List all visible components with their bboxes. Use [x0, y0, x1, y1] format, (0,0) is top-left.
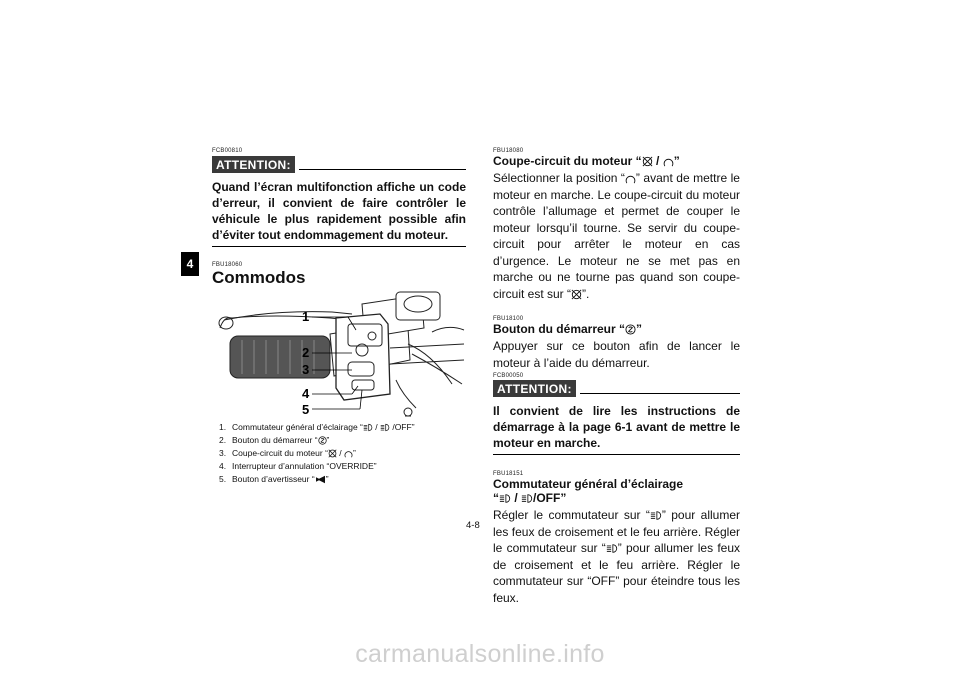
- starter-icon: [318, 436, 327, 445]
- caption-item: 2. Bouton du démarreur “ ”: [219, 435, 330, 445]
- attention-label: ATTENTION:: [212, 156, 295, 173]
- low-beam-icon: [606, 543, 618, 554]
- engine-run-icon: [663, 156, 674, 167]
- warning-text: Quand l’écran multifonction affiche un code d’erreur, il convient de faire contrôler le véhicule le plus rapidement possible afin d’éviter tout endommagement du moteur.: [212, 180, 466, 242]
- low-beam-icon: [521, 493, 533, 504]
- warning-rule: [212, 246, 466, 247]
- warning-rule: [493, 454, 740, 455]
- watermark: carmanualsonline.info: [355, 640, 605, 668]
- reference-code: FBU18060: [212, 262, 243, 268]
- caption-item: 4. Interrupteur d’annulation “OVERRIDE”: [219, 461, 377, 471]
- section-title: Commodos: [212, 268, 306, 287]
- starter-button-text: Appuyer sur ce bouton afin de lancer le moteur à l’aide du démarreur.: [493, 339, 740, 370]
- caption-item: 5. Bouton d’avertisseur “ ”: [219, 474, 329, 484]
- right-column: [493, 148, 740, 606]
- chapter-tab: 4: [181, 252, 199, 276]
- engine-run-icon: [625, 173, 636, 184]
- engine-run-icon: [344, 449, 353, 458]
- low-beam-icon: [380, 423, 390, 432]
- reference-code: FCB00050: [493, 373, 524, 379]
- light-switch-title-line1: Commutateur général d’éclairage: [493, 477, 684, 491]
- engine-stop-icon: [642, 156, 653, 167]
- reference-code: FBU18151: [493, 471, 524, 477]
- reference-code: FBU18080: [493, 148, 524, 154]
- caption-list: [219, 421, 469, 486]
- left-column: [212, 148, 466, 288]
- light-switch-text: Régler le commutateur sur “ ” pour allumer les feux de croisement et le feu arrière. Régler le commutateur sur “ ” pour allumer les feux de croisement et le feu arrière. Régler le commutateur sur “OFF” pour éteindre tous les feux.: [493, 508, 741, 605]
- engine-stop-icon: [571, 289, 582, 300]
- page-number: 4-8: [466, 520, 480, 531]
- callout-1: 1: [302, 309, 310, 324]
- starter-icon: [625, 324, 636, 335]
- callout-5: 5: [302, 402, 310, 417]
- callout-4: 4: [302, 386, 310, 401]
- engine-stop-icon: [328, 449, 337, 458]
- low-beam-icon: [650, 510, 662, 521]
- callout-3: 3: [302, 362, 310, 377]
- callout-2: 2: [302, 345, 310, 360]
- horn-icon: [315, 475, 326, 484]
- reference-code: FBU18100: [493, 316, 524, 322]
- low-beam-icon: [363, 423, 373, 432]
- light-switch-title-line2: “ / /OFF”: [493, 491, 567, 505]
- attention-label: ATTENTION:: [493, 380, 576, 397]
- engine-stop-switch-title: Coupe-circuit du moteur “ / ”: [493, 154, 680, 168]
- caption-item: 1. Commutateur général d’éclairage “ / /OFF”: [219, 422, 415, 432]
- warning-text: Il convient de lire les instructions de démarrage à la page 6-1 avant de mettre le moteur en marche.: [493, 404, 740, 450]
- caption-item: 3. Coupe-circuit du moteur “ / ”: [219, 448, 356, 458]
- attention-header: [493, 380, 740, 397]
- engine-stop-switch-text: Sélectionner la position “ ” avant de mettre le moteur en marche. Le coupe-circuit du moteur contrôle l’allumage et permet de couper le moteur lorsqu’il tourne. Se servir du coupe-circuit pour arrêter le moteur en cas d’urgence. Le moteur ne se met pas en marche ou ne tourne pas quand son coupe-circuit est sur “ ”.: [493, 171, 740, 301]
- starter-button-title: Bouton du démarreur “ ”: [493, 322, 643, 336]
- attention-header: [212, 156, 466, 173]
- low-beam-icon: [499, 493, 511, 504]
- handlebar-switch-illustration: [212, 284, 466, 422]
- reference-code: FCB00810: [212, 148, 243, 154]
